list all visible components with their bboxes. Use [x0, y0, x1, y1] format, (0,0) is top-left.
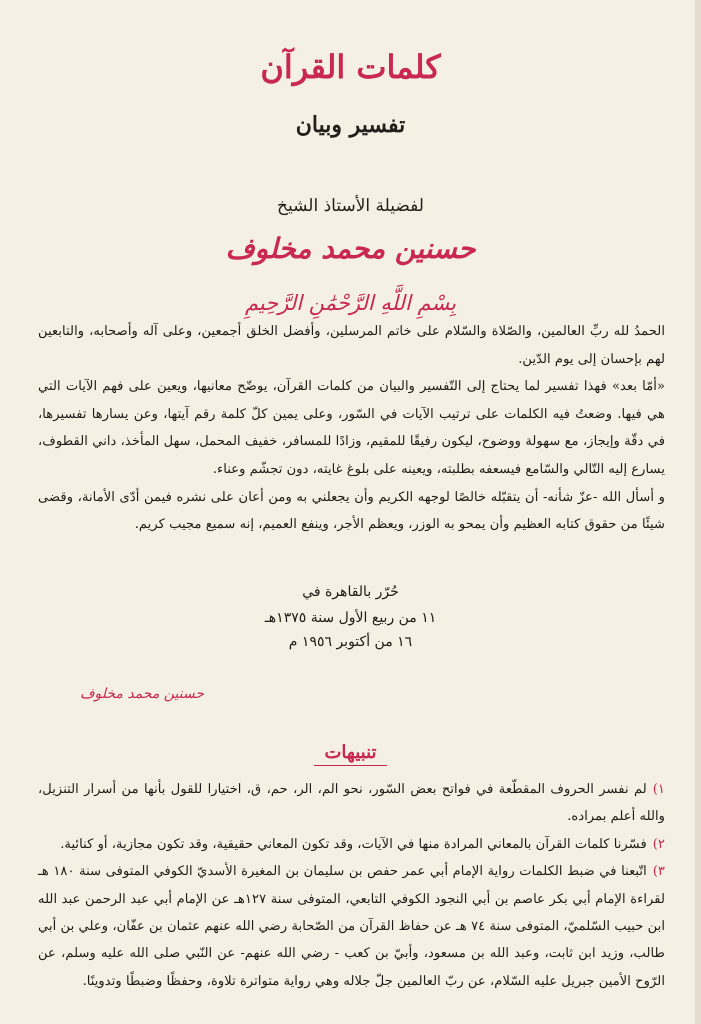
book-subtitle: تفسير وبيان [295, 112, 406, 138]
note-text: فسّرنا كلمات القرآن بالمعاني المرادة منها في الآيات، وقد تكون المعاني حقيقية، وقد تكون مجازية، أو كنائية. [60, 836, 647, 852]
note-number: ٣) [652, 864, 666, 880]
note-text: اتّبعنا في ضبط الكلمات رواية الإمام أبي عمر حفص بن سليمان بن المغيرة الأسديّ الكوفي المتوفى سنة ١٨٠ هـ لقراءة الإمام أبي بكر عاصم بن أبي النجود الكوفي التابعي، المتوفى سنة ١٢٧هـ عن الإمام أبي عبد الرحمن عبد الله ابن حبيب السّلميّ، المتوفى سنة ٧٤ هـ عن حفاظ القرآن من الصّحابة رضي الله عنهم عثمان بن عفّان، وعلي بن أبي طالب، وزيد ابن ثابت، وعبد الله بن مسعود، وأبيّ بن كعب - رضي الله عنهم- عن النّبي صلى الله عليه وسلم، عن الرّوح الأمين جبريل عليه السّلام، عن ربّ العالمين جلّ جلاله وهي رواية متواترة تلاوة، وحفظًا وضبطًا وتدوينًا. [38, 864, 665, 989]
note-number: ٢) [652, 836, 665, 852]
note-item [38, 831, 665, 858]
author-signature: حسنين محمد مخلوف [80, 686, 205, 702]
note-item [38, 858, 665, 995]
note-text: لم نفسر الحروف المقطّعة في فواتح بعض السّور، نحو الم، الر، حم، ق، اختيارا للقول بأنها من أسرار التنزيل، والله أعلم بمراده. [38, 782, 665, 825]
paragraph-praise: الحمدُ لله ربِّ العالمين، والصّلاة والسّلام على خاتم المرسلين، وأفضل الخلق أجمعين، وعلى آله وأصحابه، والتابعين لهم بإحسان إلى يوم الدّين. [38, 324, 665, 367]
page-edge [695, 0, 701, 1024]
note-item [38, 776, 665, 831]
written-date-hijri: ١١ من ربيع الأول سنة ١٣٧٥هـ [264, 610, 437, 626]
basmala: بِسْمِ اللَّهِ الرَّحْمَٰنِ الرَّحِيمِ [244, 291, 457, 315]
note-number: ١) [652, 782, 665, 797]
written-place: حُرّر بالقاهرة في [302, 584, 399, 600]
author-name: حسنين محمد مخلوف [225, 232, 476, 265]
notes-list [38, 776, 665, 995]
paragraph-prayer: و أسأل الله -عزّ شأنه- أن يتقبّله خالصًا لوجهه الكريم وأن يجعلني به ومن أعان على نشره فيمن أدّى الأمانة، وقضى شيئًا من حقوق كتابه العظيم وأن يمحو به الوزر، ويعظم الأجر، وينفع العميم، إنه سميع مجيب كريم. [38, 489, 665, 533]
book-title: كلمات القرآن [260, 48, 441, 86]
author-byline: لفضيلة الأستاذ الشيخ [277, 196, 424, 216]
written-date-gregorian: ١٦ من أكتوبر ١٩٥٦ م [288, 634, 413, 650]
notes-heading-label: تنبيهات [314, 742, 386, 766]
notes-heading [0, 742, 701, 763]
introduction-text [38, 318, 665, 539]
paragraph-purpose: «أمّا بعد» فهذا تفسير لما يحتاج إلى التّفسير والبيان من كلمات القرآن، يوضّح معانيها، ويعين على فهم الآيات التي هي فيها. وضعتُ فيه الكلمات على ترتيب الآيات في السّور، وعلى يمين كلّ كلمة رقم آيتها، وعن يسارها تفسيرها، في دقّة وإيجاز، مع سهولة ووضوح، ليكون رفيقًا للمقيم، وزادًا للمسافر، خفيف المحمل، سهل المأخذ، داني القطوف، يسارع إليه التّالي والسّامع فيسعفه بطلبته، ويعينه على بلوغ غايته، دون تجشّم وعناء. [38, 379, 665, 477]
